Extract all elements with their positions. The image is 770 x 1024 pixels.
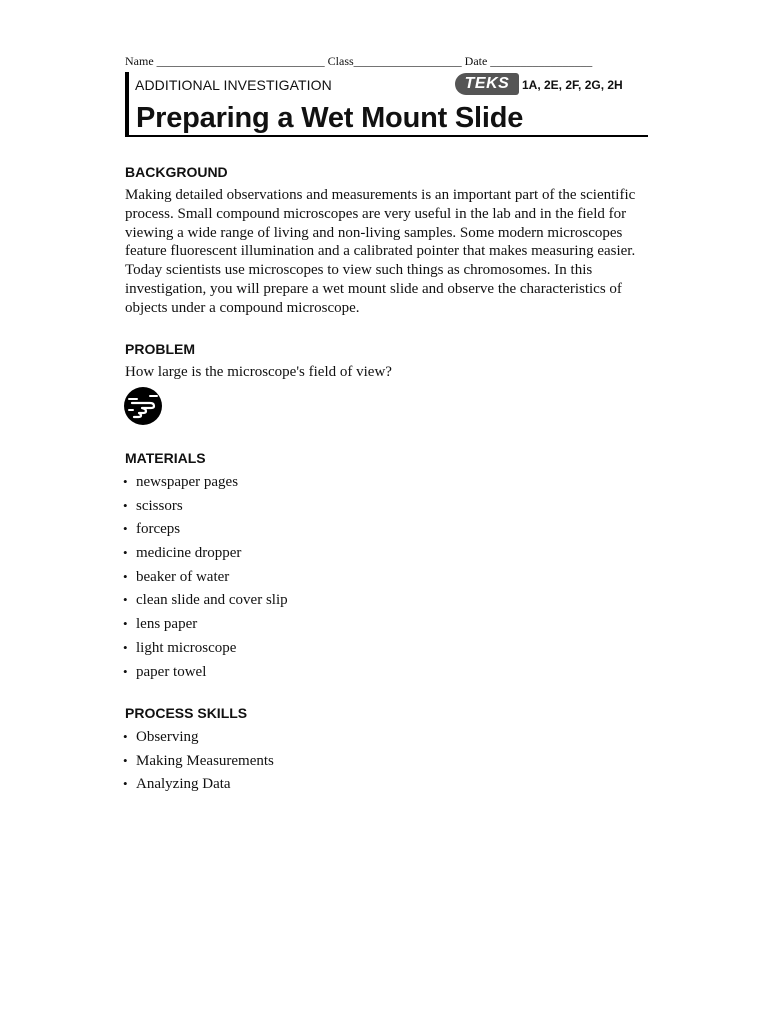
header-vertical-rule xyxy=(125,72,129,137)
process-skills-list xyxy=(123,725,274,796)
list-item: • forceps xyxy=(123,521,181,538)
hand-safety-icon xyxy=(123,386,163,426)
teks-badge: TEKS xyxy=(455,73,519,95)
header-underline xyxy=(125,135,648,137)
page-title: Preparing a Wet Mount Slide xyxy=(136,102,524,134)
list-item: • Analyzing Data xyxy=(123,776,231,793)
worksheet-header xyxy=(125,70,648,137)
list-item: • clean slide and cover slip xyxy=(123,592,288,609)
list-item: • scissors xyxy=(123,497,183,514)
list-item: • Making Measurements xyxy=(123,752,274,769)
background-heading: BACKGROUND xyxy=(125,164,228,180)
background-paragraph: Making detailed observations and measurements is an important part of the scientific process. Small compound microscopes are very useful in the lab and in the field for viewing a wide range of living and non-living samples. Some modern microscopes feature fluorescent illumination and a calibrated pointer that makes measuring easier. Today scientists use microscopes to view such things as chromosomes. In this investigation, you will prepare a wet mount slide and observe the characteristics of objects under a compound microscope. xyxy=(125,187,636,316)
list-item: • medicine dropper xyxy=(123,545,242,562)
list-item: • paper towel xyxy=(123,663,207,680)
investigation-label: ADDITIONAL INVESTIGATION xyxy=(135,77,332,93)
teks-codes: 1A, 2E, 2F, 2G, 2H xyxy=(522,78,623,92)
problem-text: How large is the microscope's field of view? xyxy=(125,364,392,380)
name-class-date-line: Name ____________________________ Class__________________ Date _________________ xyxy=(125,54,593,68)
list-item: • newspaper pages xyxy=(123,474,239,490)
materials-list xyxy=(123,470,288,683)
materials-heading: MATERIALS xyxy=(125,450,206,466)
list-item: • beaker of water xyxy=(123,568,230,585)
problem-heading: PROBLEM xyxy=(125,341,195,357)
process-skills-heading: PROCESS SKILLS xyxy=(125,705,248,721)
list-item: • lens paper xyxy=(123,616,198,633)
list-item: • light microscope xyxy=(123,639,237,656)
list-item: • Observing xyxy=(123,729,199,745)
